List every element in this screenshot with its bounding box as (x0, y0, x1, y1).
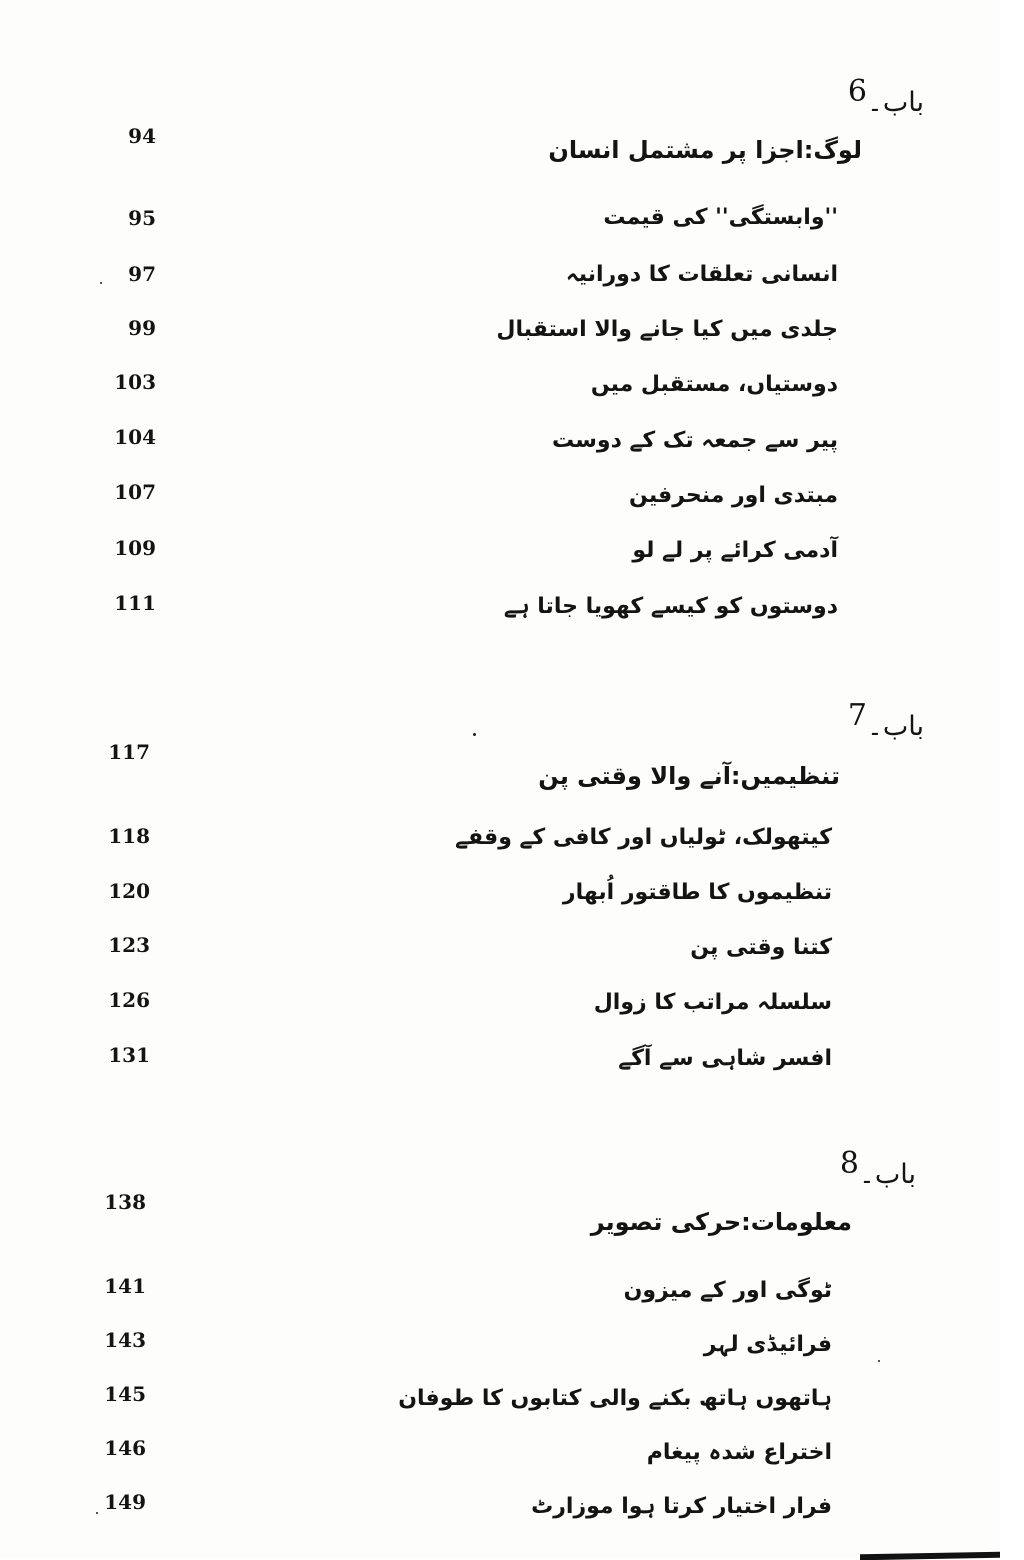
chapter-number: 8 (839, 1146, 860, 1181)
toc-entry-page: 118 (108, 824, 150, 848)
toc-entry-title: تنظیموں کا طاقتور اُبھار (562, 880, 832, 905)
toc-entry-page: 123 (108, 933, 150, 957)
toc-entry-page: 143 (104, 1328, 146, 1352)
chapter-label: باب۔ (867, 711, 924, 742)
toc-entry-page: 97 (128, 262, 156, 286)
scan-speck (96, 1512, 98, 1514)
toc-entry-page: 146 (104, 1436, 146, 1460)
toc-entry-page: 111 (114, 591, 156, 615)
toc-entry-title: کیتھولک، ٹولیاں اور کافی کے وقفے (455, 825, 832, 850)
chapter-label: باب۔ (867, 87, 924, 118)
chapter-7-heading (847, 698, 924, 743)
toc-entry-page: 109 (114, 536, 156, 560)
toc-entry-title: تنظیمیں:آنے والا وقتی پن (538, 762, 840, 790)
toc-entry-title: ہاتھوں ہاتھ بکنے والی کتابوں کا طوفان (398, 1386, 832, 1411)
toc-entry-title: ٹوگی اور کے میزون (623, 1278, 832, 1303)
toc-entry-page: 120 (108, 879, 150, 903)
toc-entry-title: آدمی کرائے پر لے لو (632, 538, 838, 563)
toc-entry-title: جلدی میں کیا جانے والا استقبال (496, 317, 838, 342)
toc-entry-page: 107 (114, 480, 156, 504)
toc-entry-title: افسر شاہی سے آگے (618, 1046, 832, 1071)
toc-entry-page: 149 (104, 1490, 146, 1514)
toc-entry-title: معلومات:حرکی تصویر (590, 1208, 852, 1236)
toc-entry-title: دوستوں کو کیسے کھویا جاتا ہے (503, 594, 838, 619)
toc-entry-title: دوستیاں، مستقبل میں (590, 372, 838, 397)
toc-entry-title: مبتدی اور منحرفین (629, 483, 838, 508)
toc-entry-title: کتنا وقتی پن (690, 935, 832, 960)
chapter-number: 6 (847, 74, 868, 109)
toc-entry-title: فرار اختیار کرتا ہوا موزارٹ (531, 1494, 832, 1519)
toc-entry-page: 131 (108, 1043, 150, 1067)
chapter-8-heading (839, 1146, 916, 1191)
toc-entry-page: 117 (108, 740, 150, 764)
toc-entry-page: 145 (104, 1382, 146, 1406)
toc-entry-page: 126 (108, 988, 150, 1012)
scan-speck (878, 1360, 880, 1362)
toc-entry-page: 99 (128, 316, 156, 340)
chapter-6-heading (847, 74, 924, 119)
toc-entry-title: اختراع شدہ پیغام (646, 1440, 832, 1465)
toc-entry-title: فرائیڈی لہر (703, 1332, 832, 1357)
toc-entry-page: 95 (128, 206, 156, 230)
toc-entry-title: انسانی تعلقات کا دورانیہ (565, 262, 838, 287)
toc-entry-title: پیر سے جمعہ تک کے دوست (551, 428, 838, 453)
scan-speck (100, 282, 102, 284)
toc-entry-title: لوگ:اجزا پر مشتمل انسان (548, 136, 862, 164)
chapter-label: باب۔ (859, 1159, 916, 1190)
toc-entry-page: 138 (104, 1190, 146, 1214)
toc-entry-title: ''وابستگی'' کی قیمت (603, 205, 838, 230)
toc-entry-page: 103 (114, 370, 156, 394)
toc-entry-page: 94 (128, 124, 156, 148)
chapter-number: 7 (847, 698, 868, 733)
toc-entry-title: سلسلہ مراتب کا زوال (593, 990, 832, 1015)
toc-entry-page: 141 (104, 1274, 146, 1298)
scan-speck (473, 733, 476, 736)
toc-entry-page: 104 (114, 425, 156, 449)
